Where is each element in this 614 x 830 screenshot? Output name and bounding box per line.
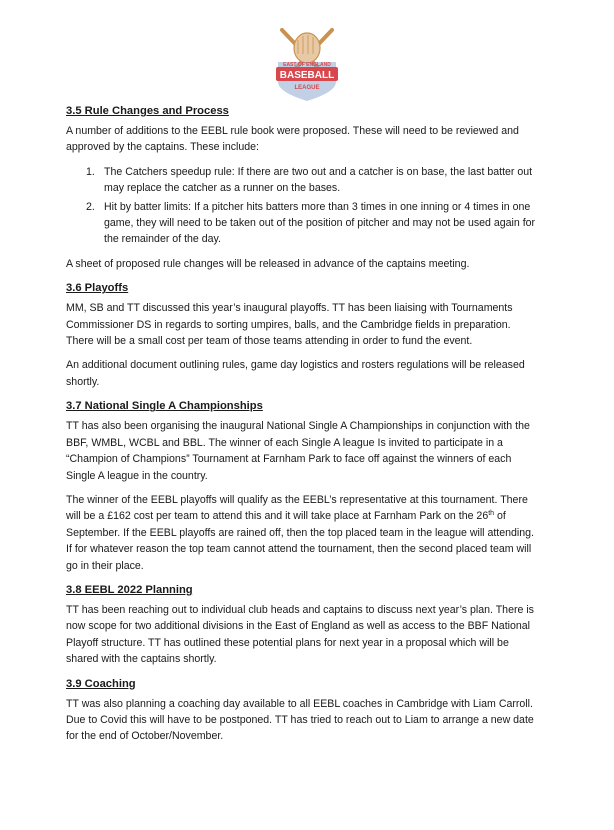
section-3-5: [66, 103, 536, 272]
paragraph-text: of September. If the EEBL playoffs are rained off, then the top placed team in the league will attending. If for whatever reason the top team cannot attend the tournament, then the second placed team will go in their place.: [66, 510, 535, 572]
paragraph: TT has also been organising the inaugural National Single A Championships in conjunction with the BBF, WMBL, WCBL and BBL. The winner of each Single A league Is invited to participate in a “Champion of Champions” Tournament at Farnham Park to face off against the winners of each Single A league in the country.: [66, 420, 530, 482]
section-heading: 3.6 Playoffs: [66, 282, 129, 295]
rule-list: [66, 164, 536, 248]
list-item: [66, 199, 536, 248]
section-heading: 3.7 National Single A Championships: [66, 400, 263, 413]
paragraph: A sheet of proposed rule changes will be released in advance of the captains meeting.: [66, 257, 470, 270]
section-heading: 3.8 EEBL 2022 Planning: [66, 583, 193, 596]
paragraph: TT has been reaching out to individual club heads and captains to discuss next year’s plan. There is now scope for two additional divisions in the East of England as well as access to the BBF National Playoff structure. TT has outlined these potential plans for next year in a proposal which will be shared with the captains shortly.: [66, 603, 534, 666]
document-body: [66, 103, 536, 753]
section-3-9: [66, 676, 536, 745]
section-3-6: [66, 280, 536, 390]
list-text: The Catchers speedup rule: If there are two out and a catcher is on base, the last batter out may replace the catcher as a runner on the bases.: [104, 165, 533, 195]
ordinal-suffix: th: [488, 510, 495, 518]
section-3-7: [66, 398, 536, 574]
paragraph: MM, SB and TT discussed this year’s inaugural playoffs. TT has been liaising with Tournaments Commissioner DS in regards to sorting umpires, balls, and the Cambridge fields in preparation. There will be a small cost per team of those teams attending in order to fund the event.: [66, 302, 513, 348]
list-item: [66, 164, 536, 197]
paragraph-text: The winner of the EEBL playoffs will qualify as the EEBL’s representative at this tournament. There will be a £162 cost per team to attend this and it will take place at Farnham Park on the 26: [66, 493, 528, 523]
logo-line1: EAST OF ENGLAND: [283, 62, 331, 68]
paragraph: TT was also planning a coaching day available to all EEBL coaches in Cambridge with Liam Carroll. Due to Covid this will have to be postponed. TT has tried to reach out to Liam to arrange a new date for the end of October/November.: [66, 697, 534, 743]
paragraph: An additional document outlining rules, game day logistics and rosters regulations will be released shortly.: [66, 359, 525, 388]
list-text: Hit by batter limits: If a pitcher hits batters more than 3 times in one inning or 4 times in one game, they will need to be taken out of the position of pitcher and may not be used again for the remainder of the day.: [104, 200, 536, 246]
section-3-8: [66, 582, 536, 668]
eebl-logo: [274, 26, 340, 102]
paragraph: A number of additions to the EEBL rule book were proposed. These will need to be reviewed and approved by the captains. These include:: [66, 125, 519, 154]
logo-line3: LEAGUE: [294, 85, 320, 91]
section-heading: 3.5 Rule Changes and Process: [66, 105, 229, 117]
section-heading: 3.9 Coaching: [66, 677, 136, 690]
list-number: 2.: [86, 200, 95, 213]
list-number: 1.: [86, 165, 95, 178]
logo-line2: BASEBALL: [279, 70, 335, 81]
paragraph: [66, 492, 536, 574]
